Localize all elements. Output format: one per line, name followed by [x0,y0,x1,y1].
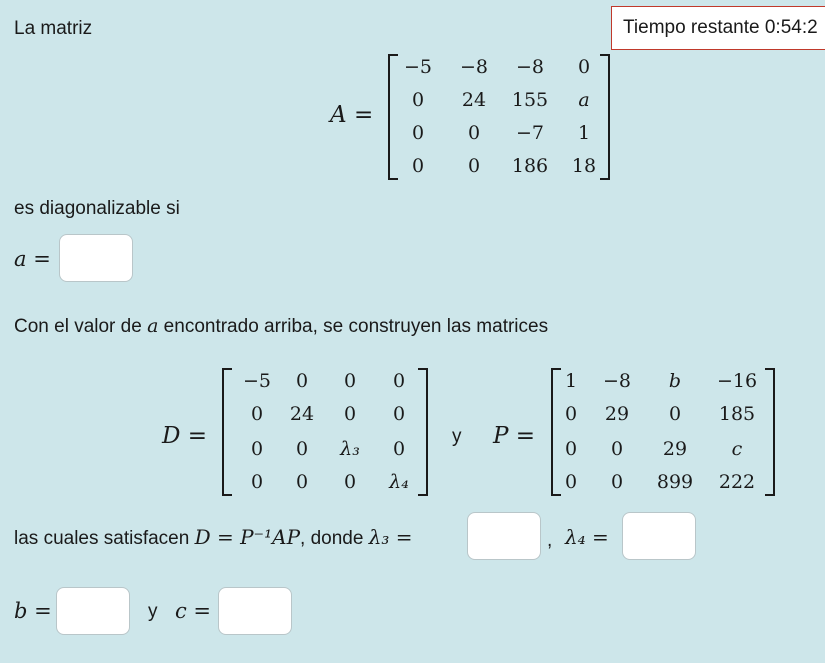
sentence-construct-var: a [147,315,159,337]
matrix-d-cell-r1-c2: 0 [295,370,309,392]
matrix-a-cell-r1-c4: 0 [577,56,591,78]
matrix-a-cell-r1-c2: −8 [459,56,489,78]
matrix-d-cell-r2-c1: 0 [250,403,264,425]
matrix-p-cell-r3-c1: 0 [564,438,578,460]
b-label: b = [14,599,52,623]
matrix-a-name: A [330,102,347,128]
matrix-a-cell-r3-c2: 0 [467,122,481,144]
sentence-construct [14,315,548,338]
formula-dpap: D = P⁻¹AP [194,525,301,549]
matrix-d-cell-r2-c3: 0 [343,403,357,425]
matrix-p-eq: = [515,423,536,449]
lambda3-input[interactable] [467,512,541,560]
c-input[interactable] [218,587,292,635]
matrix-a-cell-r3-c3: −7 [515,122,545,144]
matrix-p-cell-r3-c4: c [731,438,743,460]
matrix-p-cell-r2-c4: 185 [718,403,756,425]
matrix-p-cell-r4-c1: 0 [564,471,578,493]
matrix-a-cell-r2-c4: a [578,89,590,111]
time-remaining-badge: Tiempo restante 0:54:2 [611,6,825,50]
matrix-a-cell-r3-c1: 0 [411,122,425,144]
matrix-a-cell-r4-c1: 0 [411,155,425,177]
matrix-p-cell-r1-c4: −16 [716,370,758,392]
matrix-p-cell-r1-c3: b [668,370,682,392]
matrix-a-cell-r1-c3: −8 [515,56,545,78]
lambda-separator: , [547,530,553,551]
matrix-p-cell-r1-c2: −8 [602,370,632,392]
matrix-d-name: D [162,423,181,449]
matrix-d-cell-r3-c2: 0 [295,438,309,460]
matrix-a-cell-r4-c3: 186 [511,155,549,177]
matrix-p-cell-r2-c3: 0 [668,403,682,425]
matrix-a-cell-r3-c4: 1 [577,122,591,144]
matrix-p-cell-r2-c1: 0 [564,403,578,425]
matrix-a-cell-r2-c2: 24 [461,89,487,111]
matrix-p [551,368,775,496]
sentence-satisfy [14,525,413,550]
matrix-d-cell-r3-c3: λ₃ [340,438,360,460]
intro-text: La matriz [14,18,93,39]
matrix-a [388,54,610,180]
matrix-p-name: P [493,423,509,449]
matrix-d-cell-r1-c4: 0 [392,370,406,392]
matrix-p-cell-r4-c3: 899 [656,471,694,493]
b-input[interactable] [56,587,130,635]
a-label: a = [14,247,51,271]
matrix-p-cell-r4-c4: 222 [718,471,756,493]
lambda3-label: λ₃ = [368,525,413,549]
matrix-d-cell-r1-c3: 0 [343,370,357,392]
matrix-p-cell-r2-c2: 29 [604,403,630,425]
matrix-a-cell-r1-c1: −5 [403,56,433,78]
matrix-d-eq: = [187,423,208,449]
sentence-construct-after: encontrado arriba, se construyen las matrices [158,316,549,337]
sentence-satisfy-before: las cuales satisfacen [14,528,195,549]
matrix-d-cell-r4-c3: 0 [343,471,357,493]
matrix-d-cell-r2-c4: 0 [392,403,406,425]
matrix-p-cell-r4-c2: 0 [610,471,624,493]
a-input[interactable] [59,234,133,282]
lambda4-label: λ₄ = [565,525,609,549]
sentence-construct-before: Con el valor de [14,316,148,337]
matrix-a-label [330,102,373,128]
matrix-d-cell-r4-c2: 0 [295,471,309,493]
c-label: c = [175,599,212,623]
conjunction-y-2: y [148,601,158,622]
matrix-d-cell-r3-c4: 0 [392,438,406,460]
lambda4-input[interactable] [622,512,696,560]
matrix-p-label [493,423,535,449]
diagonalizable-text: es diagonalizable si [14,198,180,219]
matrix-d-cell-r2-c2: 24 [289,403,315,425]
matrix-p-cell-r1-c1: 1 [564,370,578,392]
matrix-d-cell-r3-c1: 0 [250,438,264,460]
matrix-a-cell-r4-c2: 0 [467,155,481,177]
matrix-a-cell-r2-c3: 155 [511,89,549,111]
matrix-d-label [162,423,207,449]
sentence-satisfy-mid: , donde [300,528,369,549]
matrix-a-cell-r4-c4: 18 [571,155,597,177]
matrix-d-cell-r4-c4: λ₄ [389,471,409,493]
matrix-a-eq: = [353,102,374,128]
matrix-d-cell-r4-c1: 0 [250,471,264,493]
matrix-a-cell-r2-c1: 0 [411,89,425,111]
matrix-d-cell-r1-c1: −5 [242,370,272,392]
conjunction-y: y [452,426,462,447]
matrix-p-cell-r3-c2: 0 [610,438,624,460]
matrix-d [222,368,428,496]
matrix-p-cell-r3-c3: 29 [662,438,688,460]
